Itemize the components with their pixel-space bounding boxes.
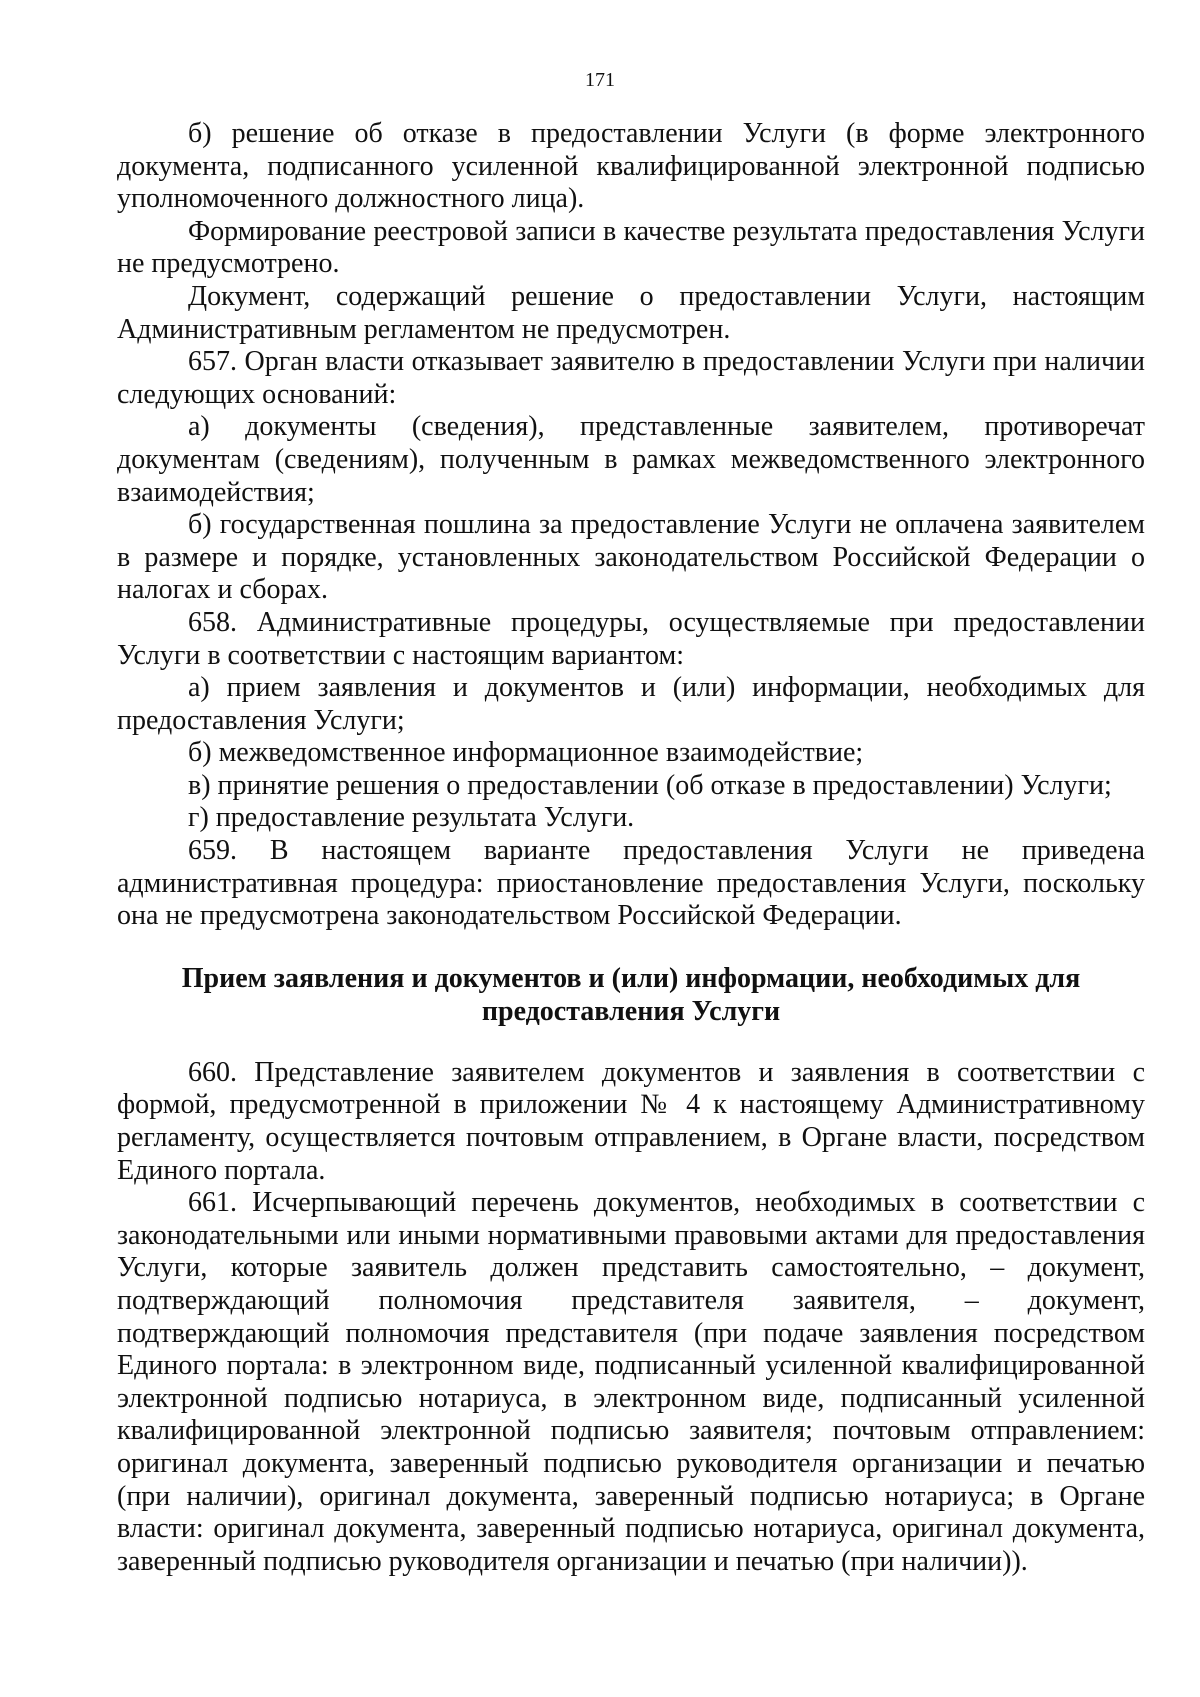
paragraph-658-g: г) предоставление результата Услуги. — [188, 802, 635, 834]
paragraph-660: 660. Представление заявителем документов и заявления в соответствии с формой, предусмотренной в приложении № 4 к настоящему Административному регламенту, осуществляется почтовым отправлением, в Органе власти, посредством Единого портала. — [117, 1056, 1145, 1186]
paragraph-b-refusal-decision: б) решение об отказе в предоставлении Услуги (в форме электронного документа, подписанного усиленной квалифицированной электронной подписью уполномоченного должностного лица). — [117, 118, 1145, 215]
paragraph-657-a: а) документы (сведения), представленные заявителем, противоречат документам (сведениям), полученным в рамках межведомственного электронного взаимодействия; — [117, 411, 1145, 508]
paragraph-657-b: б) государственная пошлина за предоставление Услуги не оплачена заявителем в размере и порядке, установленных законодательством Российской Федерации о налогах и сборах. — [117, 509, 1145, 606]
paragraph-658-a: а) прием заявления и документов и (или) информации, необходимых для предоставления Услуги; — [117, 672, 1145, 736]
paragraph-659: 659. В настоящем варианте предоставления Услуги не приведена административная процедура: приостановление предоставления Услуги, поскольку она не предусмотрена законодательством Российской Федерации. — [117, 835, 1145, 932]
paragraph-decision-document: Документ, содержащий решение о предоставлении Услуги, настоящим Административным регламентом не предусмотрен. — [117, 280, 1145, 345]
paragraph-658-v: в) принятие решения о предоставлении (об отказе в предоставлении) Услуги; — [188, 769, 1112, 801]
paragraph-658: 658. Административные процедуры, осуществляемые при предоставлении Услуги в соответствии с настоящим вариантом: — [117, 606, 1145, 671]
section-heading: Прием заявления и документов и (или) информации, необходимых для предоставления Услуги — [181, 962, 1081, 1027]
document-body — [117, 118, 1145, 1578]
paragraph-657: 657. Орган власти отказывает заявителю в предоставлении Услуги при наличии следующих оснований: — [117, 346, 1145, 410]
paragraph-661: 661. Исчерпывающий перечень документов, необходимых в соответствии с законодательными или иными нормативными правовыми актами для предоставления Услуги, которые заявитель должен представить самостоятельно, – документ, подтверждающий полномочия представителя заявителя, – документ, подтверждающий полномочия представителя (при подаче заявления посредством Единого портала: в электронном виде, подписанный усиленной квалифицированной электронной подписью нотариуса, в электронном виде, подписанный усиленной квалифицированной электронной подписью заявителя; почтовым отправлением: оригинал документа, заверенный подписью руководителя организации и печатью (при наличии), оригинал документа, заверенный подписью нотариуса; в Органе власти: оригинал документа, заверенный подписью нотариуса, оригинал документа, заверенный подписью руководителя организации и печатью (при наличии)). — [117, 1187, 1145, 1577]
paragraph-658-b: б) межведомственное информационное взаимодействие; — [188, 737, 864, 769]
paragraph-registry-record: Формирование реестровой записи в качестве результата предоставления Услуги не предусмотрено. — [117, 215, 1145, 280]
page-number: 171 — [585, 69, 615, 91]
